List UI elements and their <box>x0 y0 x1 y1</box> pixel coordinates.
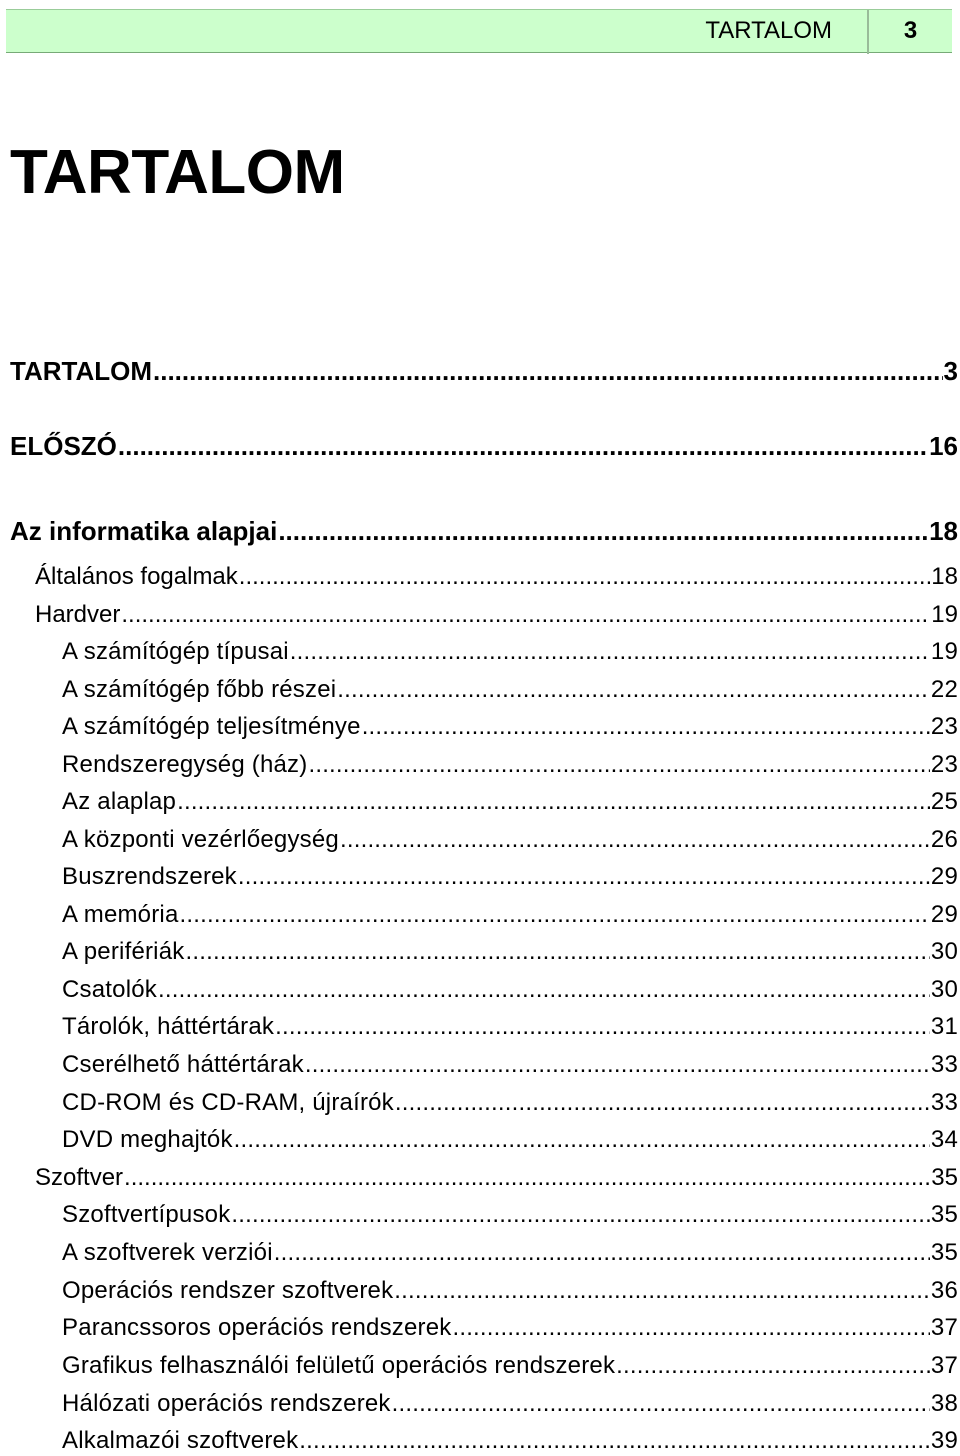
toc-entry-page: 18 <box>929 516 958 546</box>
toc-entry-title: Cserélhető háttértárak <box>62 1051 304 1078</box>
toc-entry-page: 19 <box>931 601 958 628</box>
toc-entry-page: 25 <box>930 788 958 815</box>
toc-dot-leader <box>394 1276 930 1306</box>
toc-entry-title: CD-ROM és CD-RAM, újraírók <box>62 1089 394 1116</box>
toc-dot-leader <box>395 1088 930 1118</box>
toc-entry-title: A számítógép típusai <box>62 638 289 665</box>
toc-entry-page: 16 <box>929 431 958 461</box>
toc-entry-page: 37 <box>930 1352 958 1379</box>
toc-dot-leader <box>452 1313 929 1343</box>
toc-dot-leader <box>124 1163 930 1193</box>
toc-dot-leader <box>153 355 943 387</box>
toc-entry-title: Parancssoros operációs rendszerek <box>62 1314 452 1341</box>
toc-dot-leader <box>177 787 930 817</box>
toc-entry[interactable] <box>62 637 958 667</box>
toc-entry-title: A központi vezérlőegység <box>62 826 339 853</box>
toc-entry-title: A számítógép főbb részei <box>62 676 337 703</box>
toc-entry[interactable] <box>62 750 958 780</box>
toc-entry[interactable] <box>62 787 958 817</box>
toc-entry[interactable] <box>35 1163 958 1193</box>
toc-entry-title: Általános fogalmak <box>35 563 238 590</box>
toc-entry-title: A memória <box>62 901 179 928</box>
toc-entry-page: 34 <box>930 1126 958 1153</box>
toc-dot-leader <box>278 515 928 547</box>
toc-dot-leader <box>340 825 930 855</box>
toc-entry[interactable] <box>62 1200 958 1230</box>
toc-entry-page: 39 <box>930 1427 958 1454</box>
toc-entry-title: Hálózati operációs rendszerek <box>62 1390 391 1417</box>
toc-entry[interactable] <box>62 1389 958 1419</box>
toc-dot-leader <box>299 1426 930 1456</box>
toc-entry-page: 36 <box>930 1277 958 1304</box>
toc-entry-page: 23 <box>930 751 958 778</box>
toc-dot-leader <box>234 1125 930 1155</box>
toc-entry-page: 23 <box>930 713 958 740</box>
toc-dot-leader <box>118 430 928 462</box>
toc-entry[interactable] <box>62 1351 958 1381</box>
toc-entry-page: 29 <box>930 863 958 890</box>
toc-entry[interactable] <box>62 1088 958 1118</box>
header-page-number: 3 <box>903 17 918 44</box>
toc-dot-leader <box>362 712 930 742</box>
toc-entry-page: 19 <box>930 638 958 665</box>
toc-entry[interactable] <box>62 1012 958 1042</box>
toc-dot-leader <box>231 1200 929 1230</box>
toc-dot-leader <box>239 562 931 592</box>
toc-entry-title: A számítógép teljesítménye <box>62 713 361 740</box>
toc-entry-page: 37 <box>930 1314 958 1341</box>
toc-entry-page: 30 <box>930 938 958 965</box>
toc-entry-title: A perifériák <box>62 938 185 965</box>
toc-entry[interactable] <box>62 1276 958 1306</box>
toc-entry-page: 35 <box>930 1201 958 1228</box>
toc-entry-page: 35 <box>931 1164 958 1191</box>
toc-entry[interactable] <box>62 712 958 742</box>
toc-entry-title: DVD meghajtók <box>62 1126 233 1153</box>
toc-dot-leader <box>180 900 930 930</box>
toc-entry[interactable] <box>10 430 958 462</box>
toc-entry-title: Rendszeregység (ház) <box>62 751 308 778</box>
toc-entry-title: Grafikus felhasználói felületű operációs rendszerek <box>62 1352 616 1379</box>
toc-entry-title: Az informatika alapjai <box>10 516 278 546</box>
toc-dot-leader <box>121 600 930 630</box>
toc-entry[interactable] <box>10 515 958 547</box>
toc-dot-leader <box>305 1050 930 1080</box>
toc-dot-leader <box>274 1238 930 1268</box>
toc-dot-leader <box>616 1351 930 1381</box>
toc-entry[interactable] <box>62 975 958 1005</box>
toc-entry[interactable] <box>62 900 958 930</box>
toc-entry-page: 35 <box>930 1239 958 1266</box>
page-title: TARTALOM <box>10 138 345 207</box>
toc-entry[interactable] <box>62 1313 958 1343</box>
toc-entry-title: Hardver <box>35 601 121 628</box>
toc-dot-leader <box>392 1389 930 1419</box>
header-title: TARTALOM <box>705 17 832 44</box>
toc-entry-title: Buszrendszerek <box>62 863 237 890</box>
toc-entry-page: 38 <box>930 1390 958 1417</box>
toc-entry-page: 33 <box>930 1051 958 1078</box>
toc-dot-leader <box>238 862 930 892</box>
toc-entry-page: 26 <box>930 826 958 853</box>
toc-dot-leader <box>185 937 929 967</box>
toc-entry-title: A szoftverek verziói <box>62 1239 273 1266</box>
toc-entry[interactable] <box>62 937 958 967</box>
toc-entry-page: 22 <box>930 676 958 703</box>
toc-entry-title: TARTALOM <box>10 356 152 386</box>
toc-dot-leader <box>275 1012 930 1042</box>
toc-entry[interactable] <box>62 675 958 705</box>
toc-entry-title: Alkalmazói szoftverek <box>62 1427 299 1454</box>
toc-entry-title: Az alaplap <box>62 788 177 815</box>
toc-entry-title: Tárolók, háttértárak <box>62 1013 275 1040</box>
toc-dot-leader <box>337 675 930 705</box>
toc-entry-page: 18 <box>931 563 958 590</box>
toc-entry[interactable] <box>62 1125 958 1155</box>
toc-entry-page: 29 <box>930 901 958 928</box>
toc-entry-title: Operációs rendszer szoftverek <box>62 1277 394 1304</box>
toc-entry[interactable] <box>35 600 958 630</box>
toc-entry-page: 3 <box>943 356 958 386</box>
toc-entry[interactable] <box>10 355 958 387</box>
toc-entry-title: Csatolók <box>62 976 157 1003</box>
toc-entry[interactable] <box>62 1238 958 1268</box>
toc-entry[interactable] <box>62 862 958 892</box>
toc-dot-leader <box>308 750 929 780</box>
toc-entry-title: Szoftver <box>35 1164 124 1191</box>
toc-entry[interactable] <box>62 825 958 855</box>
toc-dot-leader <box>158 975 930 1005</box>
toc-entry[interactable] <box>35 562 958 592</box>
toc-entry-title: ELŐSZÓ <box>10 431 117 461</box>
toc-entry[interactable] <box>62 1050 958 1080</box>
toc-entry-page: 33 <box>930 1089 958 1116</box>
toc-entry[interactable] <box>62 1426 958 1456</box>
running-header <box>6 9 952 53</box>
toc-entry-title: Szoftvertípusok <box>62 1201 231 1228</box>
toc-entry-page: 31 <box>930 1013 958 1040</box>
toc-dot-leader <box>290 637 930 667</box>
toc-entry-page: 30 <box>930 976 958 1003</box>
